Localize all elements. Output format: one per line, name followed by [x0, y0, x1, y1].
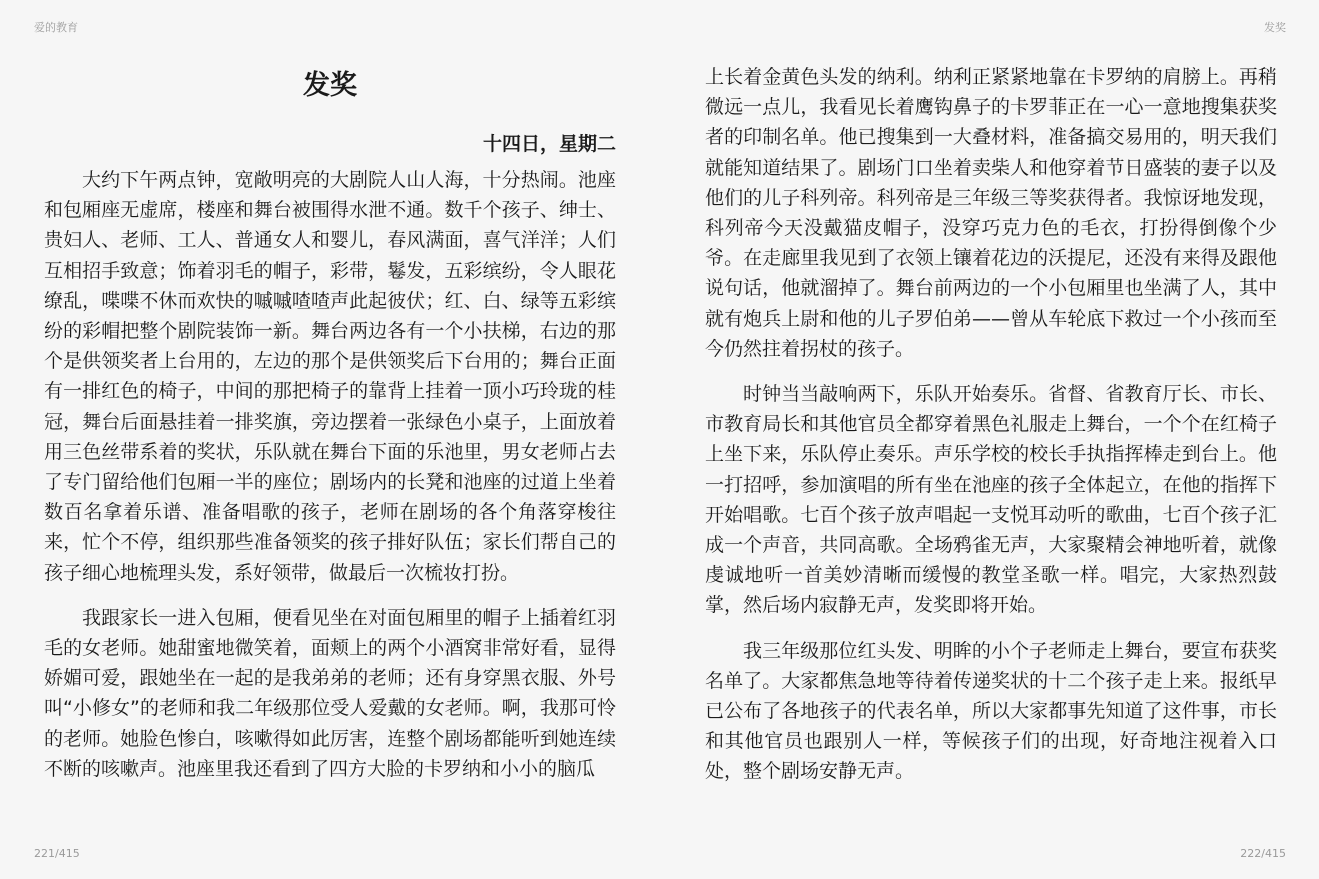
- date-line: 十四日，星期二: [482, 133, 616, 155]
- paragraph: 我三年级那位红头发、明眸的小个子老师走上舞台，要宣布获奖名单了。大家都焦急地等待着传递奖状的十二个孩子走上来。报纸早已公布了各地孩子的代表名单，所以大家都事先知道了这件事，市长和其他官员也跟别人一样，等候孩子们的出现，好奇地注视着入口处，整个剧场安静无声。: [705, 639, 1277, 783]
- book-title: 爱的教育: [34, 21, 78, 34]
- paragraph: 时钟当当敲响两下，乐队开始奏乐。省督、省教育厅长、市长、市教育局长和其他官员全都穿着黑色礼服走上舞台，一个个在红椅子上坐下来，乐队停止奏乐。声乐学校的校长手执指挥棒走到台上。他一打招呼，参加演唱的所有坐在池座的孩子全体起立，在他的指挥下开始唱歌。七百个孩子放声唱起一支悦耳动听的歌曲，七百个孩子汇成一个声音，共同高歌。全场鸦雀无声，大家聚精会神地听着，就像虔诚地听一首美妙清晰而缓慢的教堂圣歌一样。唱完，大家热烈鼓掌，然后场内寂静无声，发奖即将开始。: [705, 383, 1277, 617]
- paragraph: 上长着金黄色头发的纳利。纳利正紧紧地靠在卡罗纳的肩膀上。再稍微远一点儿，我看见长着鹰钩鼻子的卡罗菲正在一心一意地搜集获奖者的印制名单。他已搜集到一大叠材料，准备搞交易用的，明天我们就能知道结果了。剧场门口坐着卖柴人和他穿着节日盛装的妻子以及他们的儿子科列帝。科列帝是三年级三等奖获得者。我惊讶地发现，科列帝今天没戴猫皮帽子，没穿巧克力色的毛衣，打扮得倒像个少爷。在走廊里我见到了衣领上镶着花边的沃提尼，还没有来得及跟他说句话，他就溜掉了。舞台前两边的一个小包厢里也坐满了人，其中就有炮兵上尉和他的儿子罗伯弟——曾从车轮底下救过一个小孩而至今仍然拄着拐杖的孩子。: [705, 66, 1277, 360]
- left-page-number: 221/415: [34, 847, 80, 860]
- paragraph: 大约下午两点钟，宽敞明亮的大剧院人山人海，十分热闹。池座和包厢座无虚席，楼座和舞台被围得水泄不通。数千个孩子、绅士、贵妇人、老师、工人、普通女人和婴儿，春风满面，喜气洋洋；人们互相招手致意；饰着羽毛的帽子，彩带，鬈发，五彩缤纷，令人眼花缭乱，喋喋不休而欢快的嘁嘁喳喳声此起彼伏；红、白、绿等五彩缤纷的彩帽把整个剧院装饰一新。舞台两边各有一个小扶梯，右边的那个是供领奖者上台用的，左边的那个是供领奖后下台用的；舞台正面有一排红色的椅子，中间的那把椅子的靠背上挂着一顶小巧玲珑的桂冠，舞台后面悬挂着一排奖旗，旁边摆着一张绿色小桌子，上面放着用三色丝带系着的奖状，乐队就在舞台下面的乐池里，男女老师占去了专门留给他们包厢一半的座位；剧场内的长凳和池座的过道上坐着数百名拿着乐谱、准备唱歌的孩子，老师在剧场的各个角落穿梭往来，忙个不停，组织那些准备领奖的孩子排好队伍；家长们帮自己的孩子细心地梳理头发，系好领带，做最后一次梳妆打扮。: [44, 169, 616, 584]
- right-page: [705, 62, 1277, 787]
- paragraph: 我跟家长一进入包厢，便看见坐在对面包厢里的帽子上插着红羽毛的女老师。她甜蜜地微笑着，面颊上的两个小酒窝非常好看，显得娇媚可爱，跟她坐在一起的是我弟弟的老师；还有身穿黑衣服、外号叫“小修女”的老师和我二年级那位受人爱戴的女老师。啊，我那可怜的老师。她脸色惨白，咳嗽得如此厉害，连整个剧场都能听到她连续不断的咳嗽声。池座里我还看到了四方大脸的卡罗纳和小小的脑瓜: [44, 606, 616, 780]
- left-page: [44, 62, 616, 784]
- right-page-number: 222/415: [1240, 847, 1286, 860]
- chapter-title: 发奖: [303, 70, 357, 101]
- chapter-name: 发奖: [1264, 21, 1286, 34]
